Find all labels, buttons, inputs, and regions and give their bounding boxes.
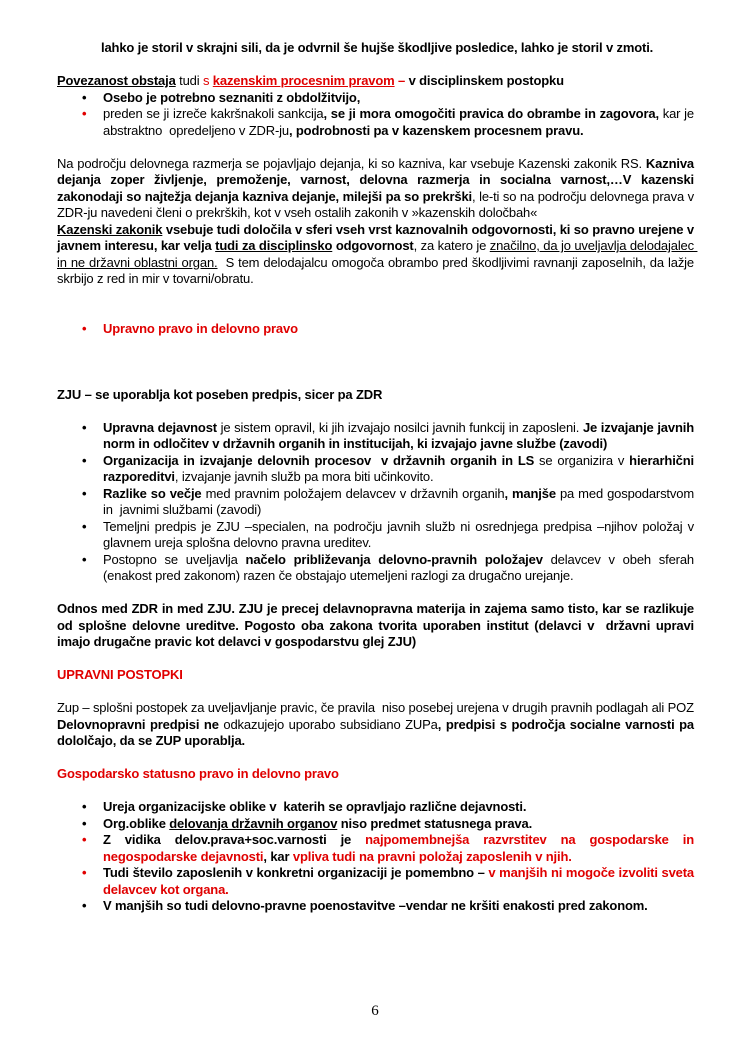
text-run: Povezanost obstaja — [57, 73, 176, 88]
bullet-icon: • — [82, 452, 87, 468]
paragraph — [57, 716, 701, 750]
text-run: ZJU – se uporablja kot poseben predpis, sicer pa ZDR — [57, 386, 383, 402]
blank-line — [57, 684, 694, 701]
blank-line — [57, 585, 694, 602]
bullet-list — [57, 89, 698, 140]
bullet-text — [103, 551, 698, 585]
bullet-item — [57, 452, 698, 486]
text-run: S tem delodajalcu omogoča obrambo pred škodljivimi ravnanji zaposelnih, da lažje skrbijo z red in mir v tovarni/obratu. — [57, 254, 698, 286]
bullet-text — [103, 816, 694, 833]
blank-line — [57, 783, 694, 800]
blank-line — [57, 288, 694, 321]
text-run: odkazujejo uporabo subsidiano ZUPa — [218, 716, 438, 732]
bullet-icon: • — [82, 485, 87, 501]
text-run: Zup – splošni postopek za uveljavljanje pravic, če pravila niso posebej urejena v drugih pravnih podlagah ali POZ — [57, 700, 694, 715]
bullet-icon: • — [82, 898, 87, 913]
bullet-icon: • — [82, 551, 87, 567]
text-run: , le-ti so na področju delovnega prava v ZDR-ju navedeni členi o prekrških, kot v vseh ostalih zakonih v »kazenskih določbah« — [57, 188, 698, 220]
text-run: Org.oblike — [103, 815, 170, 831]
bullet-item — [57, 898, 694, 915]
text-run: Temeljni predpis je ZJU –specialen, na področju javnih služb ni osrednjega predpisa –njihov položaj v glavnem ureja splošna delovno pravna ureditev. — [103, 518, 698, 550]
section-heading — [57, 766, 694, 783]
bullet-item — [57, 832, 698, 865]
blank-line — [57, 403, 694, 420]
document-body — [57, 40, 701, 915]
bullet-item — [57, 106, 698, 139]
text-run: Razlike so večje — [103, 485, 202, 501]
bullet-text — [103, 518, 698, 552]
blank-line — [57, 750, 694, 767]
bullet-item — [57, 485, 698, 519]
text-run: kazenskim procesnim pravom — [212, 73, 395, 88]
blank-line — [57, 337, 694, 387]
bullet-icon: • — [82, 518, 87, 534]
bullet-item — [57, 865, 698, 898]
blank-line — [57, 651, 694, 668]
text-run: je sistem opravil, ki jih izvajajo nosilci javnih funkcij in zaposleni. — [216, 419, 583, 435]
text-run: pa med gospodarstvom in javnimi službami (zavodi) — [103, 485, 698, 517]
text-run: značilno, da jo uveljavlja delodajalec in ne državni oblastni organ. — [57, 238, 698, 270]
bullet-icon: • — [82, 799, 87, 814]
bullet-list — [57, 321, 694, 338]
text-run: Na področju delovnega razmerja se pojavljajo dejanja, ki so kazniva, kar vsebuje Kazenski zakonik RS. — [57, 155, 646, 171]
bullet-text — [103, 799, 694, 816]
bullet-icon: • — [82, 815, 87, 831]
text-run: , izvajanje javnih služb pa mora biti učinkovito. — [174, 469, 434, 484]
section-heading — [57, 387, 694, 404]
text-run: , se ji mora omogočiti pravica do obrambe in zagovora, — [323, 106, 659, 121]
paragraph — [57, 700, 694, 717]
text-run: , predpisi s področja socialne varnosti pa dololčajo, da se ZUP uporablja. — [57, 716, 701, 748]
text-run: preden se ji izreče kakršnakoli sankcija — [103, 106, 324, 121]
text-run: v disciplinskem postopku — [408, 73, 564, 88]
text-run: Z vidika delov.prava+soc.varnosti je — [103, 832, 366, 847]
bullet-text — [103, 865, 698, 898]
text-run: V manjših so tudi delovno-pravne poenostavitve –vendar ne kršiti enakosti pred zakonom. — [103, 898, 648, 913]
bullet-icon: • — [82, 832, 87, 847]
paragraph — [57, 221, 698, 288]
text-run: , podrobnosti pa v kazenskem procesnem pravu. — [288, 122, 584, 138]
bullet-text — [103, 419, 698, 453]
bullet-text — [103, 321, 694, 338]
bullet-list — [57, 799, 698, 915]
text-run: , kar — [263, 848, 293, 864]
text-run: , manjše — [504, 485, 556, 501]
text-run: tudi za disciplinsko — [215, 238, 333, 253]
text-run: Gospodarsko statusno pravo in delovno pravo — [57, 766, 339, 781]
bullet-icon: • — [82, 865, 87, 880]
text-run: Kazniva dejanja zoper življenje, premoženje, varnost, delovna razmerja in socialna varnost,…V kazenski zakonodaji so najtežja dejanja kazniva dejanje, milejši pa so prekrški — [57, 155, 698, 204]
text-run: Upravna dejavnost — [103, 419, 217, 435]
text-run: , za katero je — [413, 238, 490, 253]
bullet-item — [57, 518, 698, 552]
paragraph — [57, 155, 698, 222]
bullet-list — [57, 419, 698, 585]
bullet-item — [57, 419, 698, 453]
text-run: Ureja organizacijske oblike v katerih se opravljajo različne dejavnosti. — [103, 799, 527, 814]
bullet-text — [103, 90, 694, 107]
text-run: kar je abstraktno opredeljeno v ZDR-ju — [103, 106, 698, 138]
text-run: Tudi število zaposlenih v konkretni organizaciji je pomembno – — [103, 865, 489, 880]
paragraph — [57, 601, 701, 651]
text-run: lahko je storil v skrajni sili, da je odvrnil še hujše škodljive posledice, lahko je storil v zmoti. — [101, 40, 654, 55]
text-run: Kazenski zakonik — [57, 221, 163, 237]
text-run: Je izvajanje javnih norm in odločitev v državnih organih in institucijah, ki izvajajo javne službe (zavodi) — [103, 419, 698, 451]
text-run: s — [202, 73, 213, 88]
bullet-text — [103, 898, 694, 915]
text-run: Upravno pravo in delovno pravo — [103, 320, 298, 336]
blank-line — [57, 57, 694, 74]
paragraph — [101, 40, 694, 57]
text-run: se organizira v — [534, 452, 630, 468]
section-heading — [57, 667, 694, 684]
text-run: Delovnopravni predpisi ne — [57, 716, 219, 732]
text-run: delovanja državnih organov — [169, 815, 338, 831]
text-run: Organizacija in izvajanje delovnih procesov v državnih organih in LS — [103, 452, 535, 468]
blank-line — [57, 139, 694, 156]
bullet-item — [57, 551, 698, 585]
bullet-text — [103, 106, 698, 139]
text-run: načelo približevanja delovno-pravnih položajev — [245, 551, 543, 567]
bullet-icon: • — [82, 89, 87, 105]
text-run: UPRAVNI POSTOPKI — [57, 667, 183, 682]
bullet-text — [103, 485, 698, 519]
text-run: najpomembnejša razvrstitev na gospodarske in negospodarske dejavnosti — [103, 832, 698, 864]
text-run: hierarhični razporeditvi — [103, 452, 698, 484]
section-heading — [57, 73, 694, 90]
text-run: delavcev v obeh sferah (enakost pred zakonom) razen če obstajajo utemeljeni razlogi za drugačno urejanje. — [103, 551, 698, 583]
bullet-item — [57, 799, 694, 816]
bullet-text — [103, 832, 698, 865]
bullet-icon: • — [82, 320, 87, 336]
bullet-item — [57, 90, 694, 107]
text-run: tudi — [175, 73, 203, 88]
text-run: – — [394, 73, 409, 88]
page-number: 6 — [371, 1003, 379, 1019]
bullet-item — [57, 321, 694, 338]
bullet-icon: • — [82, 106, 87, 121]
text-run: Postopno se uveljavlja — [103, 551, 246, 567]
text-run: odgovornost — [332, 238, 414, 253]
text-run: niso predmet statusnega prava. — [337, 815, 533, 831]
bullet-text — [103, 452, 698, 486]
text-run: med pravnim položajem delavcev v državnih organih — [201, 485, 505, 501]
text-run: vsebuje tudi določila v sferi vseh vrst kaznovalnih odgovornosti, ki so pravno urejene v javnem interesu, kar velja — [57, 221, 698, 253]
bullet-icon: • — [82, 419, 87, 435]
text-run: vpliva tudi na pravni položaj zaposlenih v njih. — [292, 848, 572, 864]
text-run: Osebo je potrebno seznaniti z obdolžitvijo, — [103, 89, 361, 105]
text-run: v manjših ni mogoče izvoliti sveta delavcev kot organa. — [103, 865, 698, 897]
text-run: Odnos med ZDR in med ZJU. ZJU je precej delavnopravna materija in zajema samo tisto, kar se razlikuje od splošne delovne ureditve. Pogosto oba zakona tvorita uporaben institut (delavci v državni upravi imajo drugačne pravic kot delavci v gospodarstvu glej ZJU) — [57, 601, 701, 649]
bullet-item — [57, 816, 694, 833]
